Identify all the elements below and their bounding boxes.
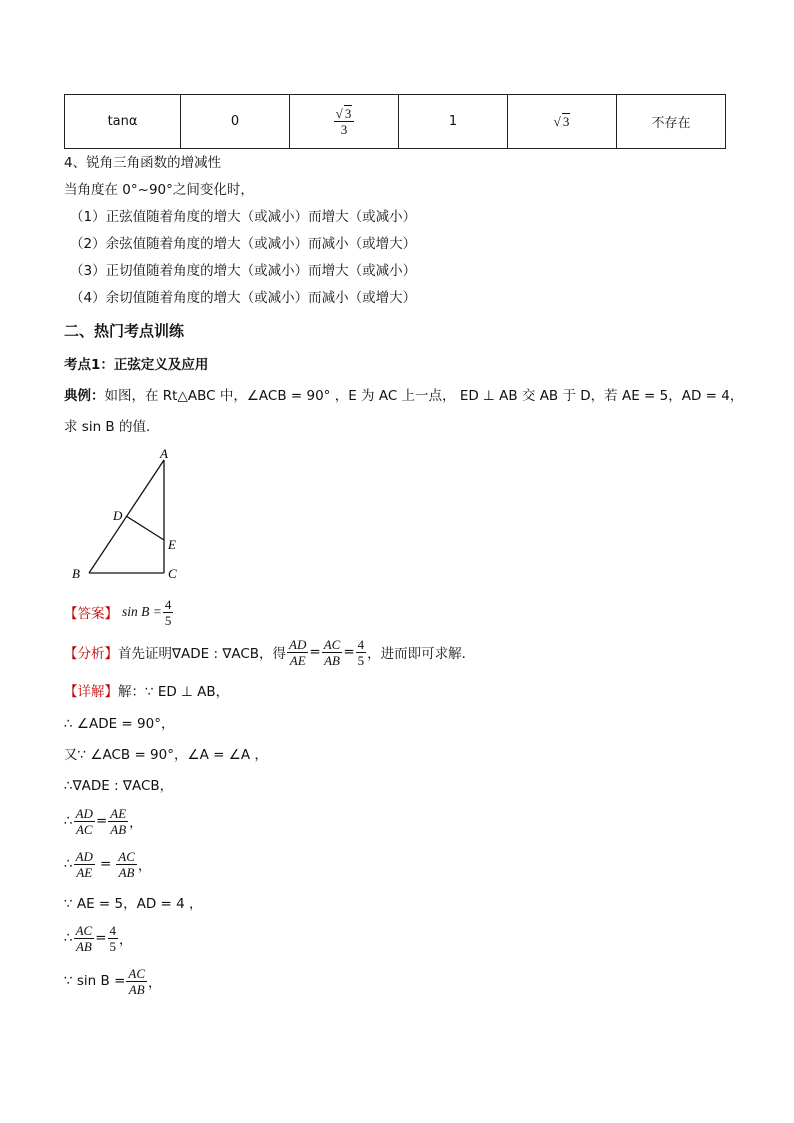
detail-tag: 【详解】	[64, 684, 118, 700]
because-expr: ∵ sin B =	[64, 973, 126, 989]
label-d: D	[113, 508, 123, 523]
example-label: 典例：	[64, 388, 105, 404]
section4-item: （4）余切值随着角度的增大（或减小）而减小（或增大）	[70, 290, 417, 306]
detail-text: 解：∵ ED ⊥ AB，	[118, 684, 230, 700]
section4-item: （2）余弦值随着角度的增大（或减小）而减小（或增大）	[70, 236, 417, 252]
triangle-figure	[64, 446, 194, 586]
section-heading: 二、热门考点训练	[64, 322, 185, 340]
fraction-num: AC	[118, 848, 135, 864]
detail-line-3: 又∵ ∠ACB = 90°，∠A = ∠A ，	[64, 747, 268, 763]
fraction-num: AD	[75, 848, 93, 864]
punctuation: ，	[137, 858, 152, 874]
fraction-den: AE	[289, 652, 306, 668]
fraction-den: AB	[75, 938, 92, 954]
detail-line-2: ∴ ∠ADE = 90°，	[64, 716, 175, 732]
fraction-den: AB	[324, 652, 340, 668]
punctuation: ，	[119, 932, 133, 948]
detail-line-8: ∴ $\frac{AC}{AB}$ = $\frac{4}{5}$ ，	[64, 922, 133, 954]
label-e: E	[168, 537, 176, 552]
answer-line	[64, 595, 174, 629]
section4-intro: 当角度在 0°~90°之间变化时，	[64, 182, 254, 198]
table-cell-sqrt3-over-3: $\frac{√ 3}{3}$	[290, 95, 399, 149]
table-cell: 不存在	[617, 95, 726, 149]
detail-line-9	[64, 963, 162, 999]
analysis-line	[64, 634, 475, 670]
section4-item: （1）正弦值随着角度的增大（或减小）而增大（或减小）	[70, 209, 417, 225]
therefore-symbol: ∴	[64, 856, 73, 872]
fraction-num: AD	[75, 805, 93, 821]
fraction-num: 4	[357, 636, 365, 652]
section4-item: （3）正切值随着角度的增大（或减小）而增大（或减小）	[70, 263, 417, 279]
table-row	[65, 95, 726, 149]
fraction-num: 4	[109, 922, 117, 938]
fraction-num: AC	[75, 922, 93, 938]
topic-heading: 考点1：正弦定义及应用	[64, 357, 209, 373]
fraction-den: AC	[75, 821, 93, 837]
punctuation: ，	[129, 815, 143, 831]
example-line-2: 求 sin B 的值．	[64, 419, 160, 435]
detail-line-6: ∴ $\frac{AD}{AE}$ = $\frac{AC}{AB}$ ，	[64, 848, 152, 880]
fraction-den: AE	[76, 864, 93, 880]
fraction-den: AB	[110, 821, 127, 837]
fraction-num: AC	[128, 965, 146, 981]
analysis-pre: 首先证明∇ADE : ∇ACB，得	[118, 646, 287, 662]
fraction-num: AC	[323, 636, 341, 652]
fraction-den: 5	[357, 652, 365, 668]
table-cell: 1	[399, 95, 508, 149]
analysis-post: ，进而即可求解．	[367, 646, 476, 662]
detail-line-4: ∴∇ADE : ∇ACB，	[64, 778, 174, 794]
fraction-den: 5	[109, 938, 117, 954]
equals-sign: =	[309, 644, 321, 660]
fraction-den: AB	[118, 864, 135, 880]
fraction-num: AE	[110, 805, 127, 821]
example-line-1	[64, 384, 743, 404]
therefore-symbol: ∴	[64, 930, 73, 946]
label-b: B	[72, 566, 80, 581]
table-cell-label: tanα	[65, 95, 181, 149]
detail-line-5: ∴ $\frac{AD}{AC}$ = $\frac{AE}{AB}$ ，	[64, 805, 143, 837]
section4-title: 4、锐角三角函数的增减性	[64, 155, 222, 171]
table-cell: 0	[181, 95, 290, 149]
fraction-den: AB	[128, 981, 145, 997]
detail-line-7: ∵ AE = 5，AD = 4 ，	[64, 896, 203, 912]
therefore-symbol: ∴	[64, 813, 73, 829]
example-text: 如图，在 Rt△ABC 中，∠ACB = 90° ，E 为 AC 上一点， ED ⊥ AB 交 AB 于 D，若 AE = 5，AD = 4，	[104, 388, 744, 404]
fraction-num: AD	[289, 636, 307, 652]
detail-line-1	[64, 680, 229, 700]
label-a: A	[160, 446, 168, 461]
answer-denominator: 5	[164, 612, 172, 628]
table-cell-sqrt3: √ 3	[508, 95, 617, 149]
answer-expr: sin B =	[122, 604, 162, 619]
label-c: C	[168, 566, 177, 581]
punctuation: ，	[148, 975, 162, 991]
answer-tag: 【答案】	[64, 606, 118, 622]
answer-numerator: 4	[164, 596, 172, 612]
analysis-tag: 【分析】	[64, 646, 118, 662]
equals-sign: =	[343, 644, 355, 660]
tangent-values-table	[64, 94, 726, 149]
